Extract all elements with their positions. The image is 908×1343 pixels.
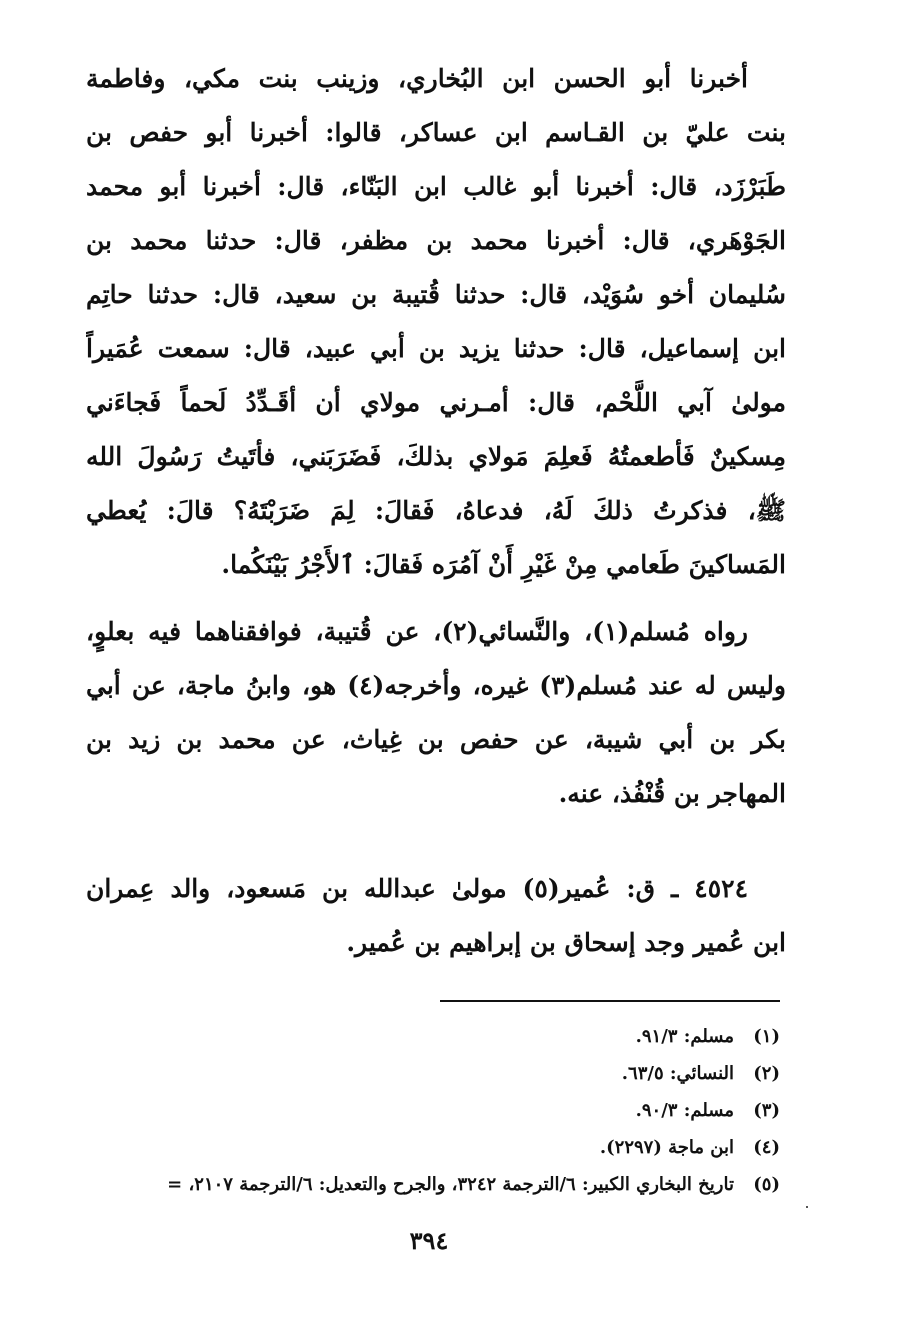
- footnote-text: ابن ماجة (٢٢٩٧).: [599, 1137, 734, 1158]
- text-line: ابن إسماعيل، قال: حدثنا يزيد بن أبي عبيد، قال: سمعت عُمَيراً: [86, 334, 786, 363]
- footnote: [60, 1055, 780, 1092]
- text-line: مولىٰ آبي اللَّحْم، قال: أمـرني مولاي أن أقَـدِّدُ لَحماً فَجاءَني: [86, 388, 786, 417]
- page-number: ٣٩٤: [409, 1226, 449, 1255]
- print-speck: [806, 1206, 808, 1208]
- text-line: الجَوْهَري، قال: أخبرنا محمد بن مظفر، قال: حدثنا محمد بن: [86, 226, 786, 255]
- text-line: بنت عليّ بن القـاسم ابن عساكر، قالوا: أخبرنا أبو حفص بن: [86, 118, 786, 147]
- footnote-divider: [440, 1000, 780, 1002]
- footnote-number: (٢): [753, 1063, 780, 1084]
- footnote-text: تاريخ البخاري الكبير: ٦/الترجمة ٣٢٤٢، والجرح والتعديل: ٦/الترجمة ٢١٠٧، =: [167, 1174, 734, 1195]
- text-line: ابن عُمير وجد إسحاق بن إبراهيم بن عُمير.: [346, 928, 786, 957]
- text-line: ﷺ، فذكرتُ ذلكَ لَهُ، فدعاهُ، فَقالَ: لِمَ ضَرَبْتَهُ؟ قالَ: يُعطي: [86, 496, 786, 525]
- footnote-number: (١): [753, 1026, 780, 1047]
- text-line: ٤٥٢٤ ـ ق: عُمير(٥) مولىٰ عبدالله بن مَسعود، والد عِمران: [86, 874, 748, 903]
- footnotes-list: [60, 1018, 780, 1203]
- text-line: رواه مُسلم(١)، والنَّسائي(٢)، عن قُتيبة، فوافقناهما فيه بعلوٍ،: [86, 617, 748, 646]
- text-line: سُليمان أخو سُوَيْد، قال: حدثنا قُتيبة بن سعيد، قال: حدثنا حاتِم: [86, 280, 786, 309]
- footnote-number: (٣): [753, 1100, 780, 1121]
- text-line: بكر بن أبي شيبة، عن حفص بن غِياث، عن محمد بن زيد بن: [86, 725, 786, 754]
- footnote: [60, 1018, 780, 1055]
- footnote: [60, 1092, 780, 1129]
- footnote: [60, 1166, 780, 1203]
- footnote-number: (٥): [753, 1174, 780, 1195]
- footnote-text: النسائي: ٦٣/٥.: [621, 1063, 734, 1084]
- footnote-text: مسلم: ٩٠/٣.: [635, 1100, 734, 1121]
- footnote-text: مسلم: ٩١/٣.: [635, 1026, 734, 1047]
- text-line: وليس له عند مُسلم(٣) غيره، وأخرجه(٤) هو، وابنُ ماجة، عن أبي: [86, 671, 786, 700]
- text-line: أخبرنا أبو الحسن ابن البُخاري، وزينب بنت مكي، وفاطمة: [86, 64, 748, 93]
- text-line: مِسكينٌ فَأطعمتُهُ فَعلِمَ مَولاي بذلكَ، فَضَرَبَني، فأتَيتُ رَسُولَ الله: [86, 442, 786, 471]
- text-line: المَساكينَ طَعامي مِنْ غَيْرِ أَنْ آمُرَه فَقالَ: ٱلأَجْرُ بَيْنَكُما.: [221, 550, 786, 579]
- hadith-paragraph: [86, 52, 786, 592]
- text-line: المهاجر بن قُنْفُذ، عنه.: [558, 779, 786, 808]
- footnote: [60, 1129, 780, 1166]
- text-line: طَبَرْزَد، قال: أخبرنا أبو غالب ابن البَنّاء، قال: أخبرنا أبو محمد: [86, 172, 786, 201]
- takhrij-paragraph: [86, 605, 786, 821]
- biography-entry: [86, 862, 786, 970]
- footnote-number: (٤): [753, 1137, 780, 1158]
